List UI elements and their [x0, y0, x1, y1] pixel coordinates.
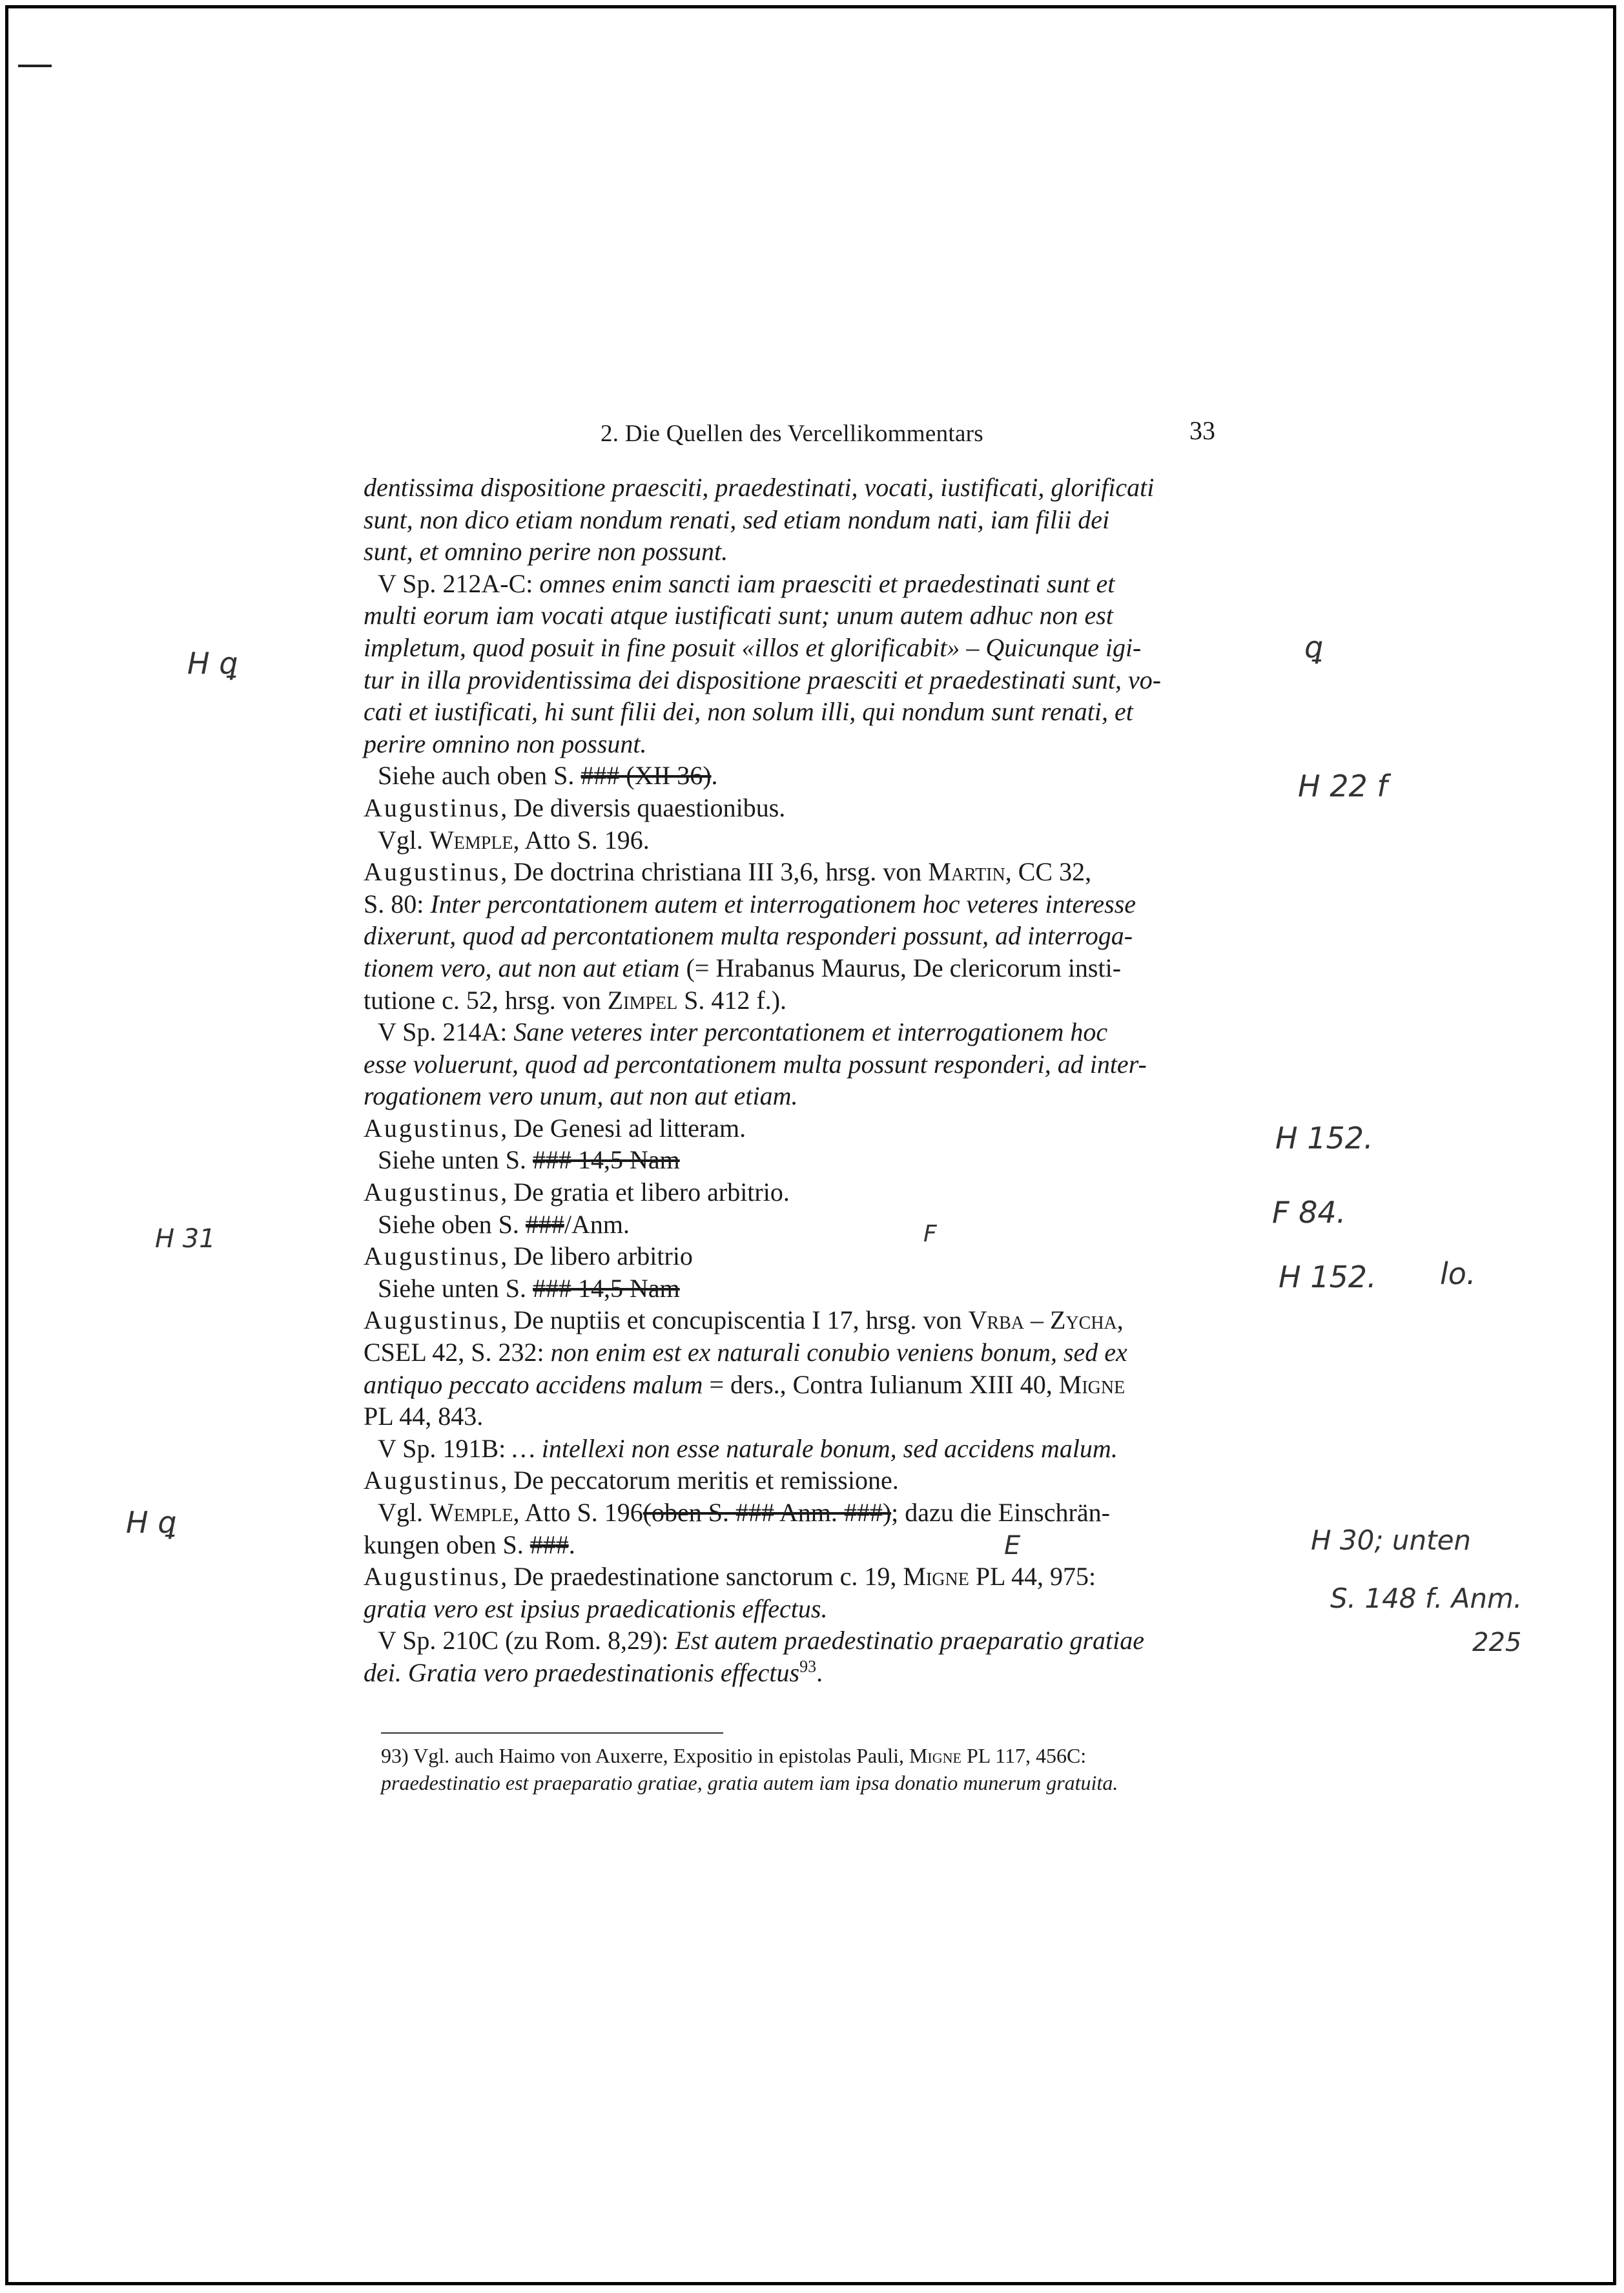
text-line: impletum, quod posuit in fine posuit «illos et glorificabit» – Quicunque igi- — [364, 632, 1142, 662]
text-line: sunt, et omnino perire non possunt. — [364, 537, 728, 566]
quote-v210: V Sp. 210C (zu Rom. 8,29): Est autem praedestinatio praeparatio gratiae — [378, 1626, 1145, 1655]
handwritten-note: S. 148 f. Anm. — [1330, 1582, 1523, 1614]
entry-augustinus: Augustinus, De diversis quaestionibus. — [364, 793, 786, 822]
entry-augustinus: Augustinus, De libero arbitrio — [364, 1241, 693, 1271]
handwritten-note: F — [923, 1221, 937, 1247]
entry-augustinus: Augustinus, De praedestinatione sanctorum c. 19, Migne PL 44, 975: — [364, 1562, 1096, 1592]
cross-reference: Siehe unten S. ### 14,5 Nam — [378, 1273, 680, 1303]
cross-reference: Siehe auch oben S. ### (XII 36). — [378, 761, 718, 791]
text-line: esse voluerunt, quod ad percontationem multa possunt responderi, ad inter- — [364, 1049, 1147, 1079]
footnote-line: praedestinatio est praeparatio gratiae, gratia autem iam ipsa donatio munerum gratuita. — [381, 1771, 1118, 1794]
text-line: gratia vero est ipsius praedicationis effectus. — [364, 1593, 828, 1623]
text-line: sunt, non dico etiam nondum renati, sed etiam nondum nati, iam filii dei — [364, 504, 1110, 534]
page-number: 33 — [1189, 416, 1215, 445]
text-line: rogationem vero unum, aut non aut etiam. — [364, 1081, 798, 1111]
handwritten-note: H 152. — [1279, 1260, 1377, 1294]
quote-v214: V Sp. 214A: Sane veteres inter percontationem et interrogationem hoc — [378, 1017, 1108, 1047]
handwritten-note: E — [1004, 1531, 1021, 1561]
handwritten-note: H 152. — [1275, 1121, 1373, 1156]
text-line: dixerunt, quod ad percontationem multa responderi possunt, ad interroga- — [364, 921, 1133, 951]
text-line: cati et iustificati, hi sunt filii dei, non solum illi, qui nondum sunt renati, et — [364, 697, 1133, 727]
cross-reference: Vgl. Wemple, Atto S. 196(oben S. ### Anm. ###); dazu die Einschrän- — [378, 1498, 1110, 1527]
text-line: perire omnino non possunt. — [364, 729, 647, 758]
text-line: S. 80: Inter percontationem autem et interrogationem hoc veteres interesse — [364, 889, 1136, 918]
handwritten-note: H 22 f — [1298, 769, 1388, 804]
handwritten-note: 225 — [1472, 1628, 1522, 1657]
entry-augustinus: Augustinus, De nuptiis et concupiscentia I 17, hrsg. von Vrba – Zycha, — [364, 1305, 1124, 1335]
entry-augustinus: Augustinus, De gratia et libero arbitrio. — [364, 1178, 790, 1207]
main-text — [364, 472, 1248, 1689]
quote-v191: V Sp. 191B: … intellexi non esse naturale bonum, sed accidens malum. — [378, 1433, 1118, 1463]
footnote — [381, 1742, 1249, 1796]
text-line: antiquo peccato accidens malum = ders., Contra Iulianum XIII 40, Migne — [364, 1369, 1125, 1399]
text-line: CSEL 42, S. 232: non enim est ex naturali conubio veniens bonum, sed ex — [364, 1338, 1127, 1367]
text-line: tur in illa providentissima dei dispositione praesciti et praedestinati sunt, vo- — [364, 665, 1162, 694]
text-line: dei. Gratia vero praedestinationis effectus$^{93}$. — [364, 1657, 823, 1687]
handwritten-note: H ꝗ — [126, 1505, 177, 1540]
running-header: 2. Die Quellen des Vercellikommentars — [601, 420, 984, 447]
text-line: tionem vero, aut non aut etiam (= Hrabanus Maurus, De clericorum insti- — [364, 953, 1122, 982]
text-line: tutione c. 52, hrsg. von Zimpel S. 412 f.). — [364, 985, 787, 1015]
handwritten-note: lo. — [1440, 1256, 1476, 1291]
cross-reference: Siehe unten S. ### 14,5 Nam — [378, 1145, 680, 1175]
footnote-marker: 93 — [799, 1657, 817, 1676]
handwritten-note: F 84. — [1272, 1195, 1346, 1230]
footnote-line: 93) Vgl. auch Haimo von Auxerre, Expositio in epistolas Pauli, Migne PL 117, 456C: — [381, 1744, 1087, 1767]
cross-reference: Siehe oben S. ###/Anm. — [378, 1209, 630, 1239]
text-line: dentissima dispositione praesciti, praedestinati, vocati, iustificati, glorificati — [364, 473, 1155, 502]
entry-augustinus: Augustinus, De Genesi ad litteram. — [364, 1113, 746, 1143]
text-line: kungen oben S. ###. — [364, 1530, 575, 1559]
entry-augustinus: Augustinus, De peccatorum meritis et remissione. — [364, 1466, 899, 1495]
entry-augustinus: Augustinus, De doctrina christiana III 3,6, hrsg. von Martin, CC 32, — [364, 857, 1092, 887]
handwritten-note: H 30; unten — [1311, 1524, 1472, 1556]
handwritten-note: ꝗ — [1304, 630, 1324, 665]
handwritten-note: H 31 — [155, 1224, 216, 1254]
quote-v212: V Sp. 212A-C: omnes enim sancti iam praesciti et praedestinati sunt et — [378, 568, 1115, 598]
footnote-rule — [381, 1732, 723, 1734]
cross-reference: Vgl. Wemple, Atto S. 196. — [378, 825, 650, 855]
text-line: multi eorum iam vocati atque iustificati sunt; unum autem adhuc non est — [364, 601, 1113, 630]
handwritten-note: H ꝗ — [187, 646, 238, 681]
text-line: PL 44, 843. — [364, 1402, 484, 1431]
